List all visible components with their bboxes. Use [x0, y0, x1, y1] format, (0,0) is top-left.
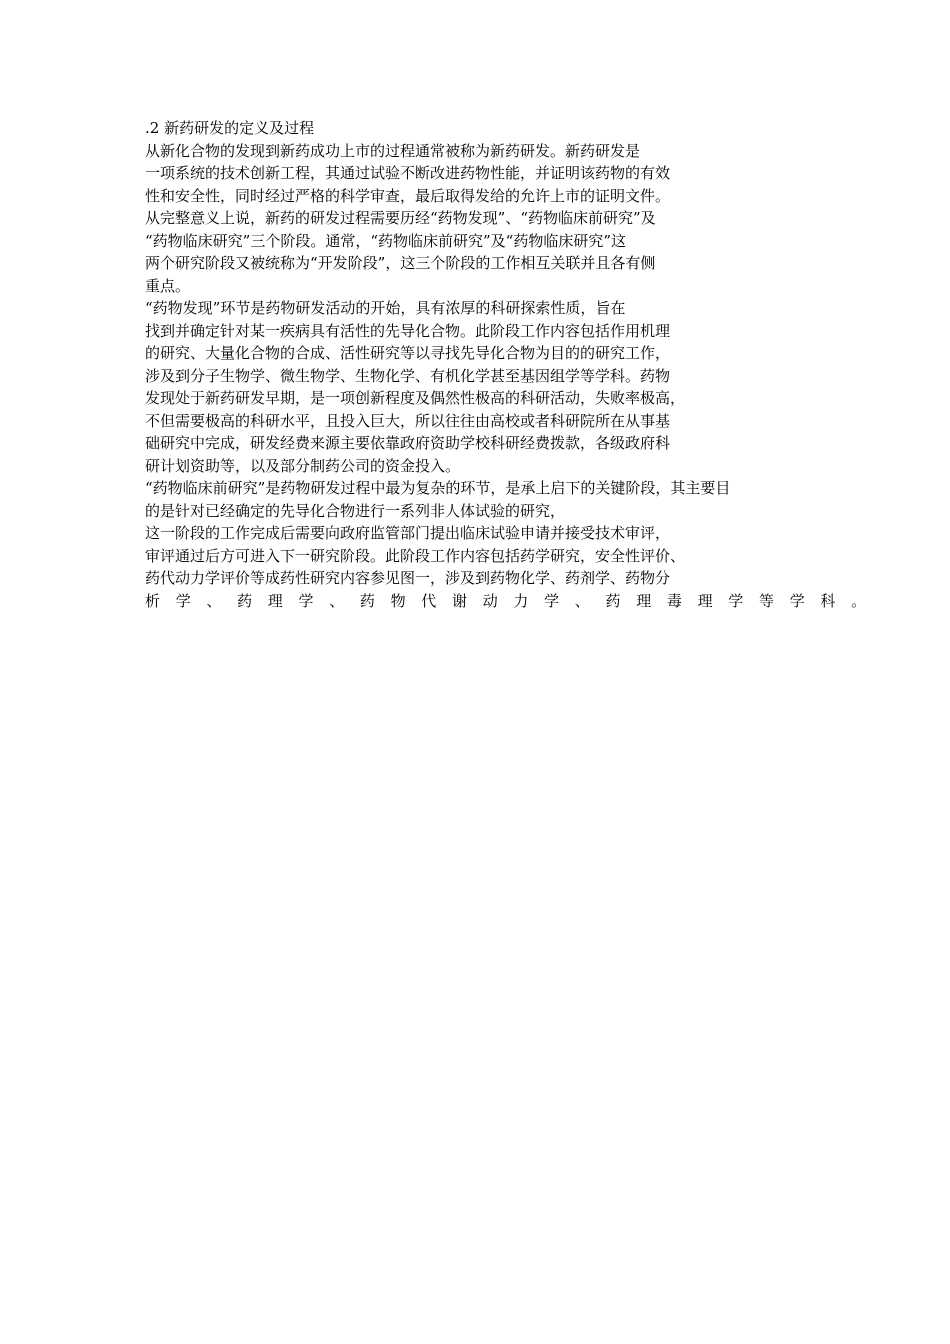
paragraph-line: 涉及到分子生物学、微生物学、生物化学、有机化学甚至基因组学等学科。药物	[145, 366, 671, 385]
paragraph-line: “药物临床前研究”是药物研发过程中最为复杂的环节，是承上启下的关键阶段，其主要目	[145, 479, 731, 497]
paragraph-line: 础研究中完成，研发经费来源主要依靠政府资助学校科研经费拨款，各级政府科	[145, 434, 671, 452]
paragraph-line: 研计划资助等，以及部分制药公司的资金投入。	[145, 456, 461, 475]
paragraph-line: 从完整意义上说，新药的研发过程需要历经“药物发现”、“药物临床前研究”及	[145, 209, 656, 227]
paragraph-line: 性和安全性，同时经过严格的科学审查，最后取得发给的允许上市的证明文件。	[145, 186, 671, 205]
paragraph-line: 两个研究阶段又被统称为“开发阶段”，这三个阶段的工作相互关联并且各有侧	[145, 254, 656, 272]
paragraph-line: 不但需要极高的科研水平，且投入巨大，所以往往由高校或者科研院所在从事基	[145, 411, 671, 430]
paragraph-line: 析学、药理学、药物代谢动力学、药理毒理学等学科。	[145, 591, 882, 610]
paragraph-line: 一项系统的技术创新工程，其通过试验不断改进药物性能，并证明该药物的有效	[145, 164, 671, 182]
paragraph-line: 找到并确定针对某一疾病具有活性的先导化合物。此阶段工作内容包括作用机理	[145, 321, 671, 340]
document-body	[145, 117, 882, 612]
paragraph-line: 发现处于新药研发早期，是一项创新程度及偶然性极高的科研活动，失败率极高，	[145, 389, 686, 407]
paragraph-line: 审评通过后方可进入下一研究阶段。此阶段工作内容包括药学研究，安全性评价、	[145, 546, 686, 565]
paragraph-line: 重点。	[145, 276, 191, 295]
paragraph-line: “药物发现”环节是药物研发活动的开始，具有浓厚的科研探索性质，旨在	[145, 299, 626, 317]
paragraph-line: 从新化合物的发现到新药成功上市的过程通常被称为新药研发。新药研发是	[145, 141, 641, 160]
section-heading: .2 新药研发的定义及过程	[145, 119, 315, 137]
paragraph-line: 的是针对已经确定的先导化合物进行一系列非人体试验的研究，	[145, 501, 566, 520]
paragraph-line: 这一阶段的工作完成后需要向政府监管部门提出临床试验申请并接受技术审评，	[145, 524, 671, 542]
paragraph-line: 药代动力学评价等成药性研究内容参见图一，涉及到药物化学、药剂学、药物分	[145, 569, 671, 587]
paragraph-line: “药物临床研究”三个阶段。通常，“药物临床前研究”及“药物临床研究”这	[145, 231, 627, 250]
paragraph-line: 的研究、大量化合物的合成、活性研究等以寻找先导化合物为目的的研究工作，	[145, 344, 671, 362]
